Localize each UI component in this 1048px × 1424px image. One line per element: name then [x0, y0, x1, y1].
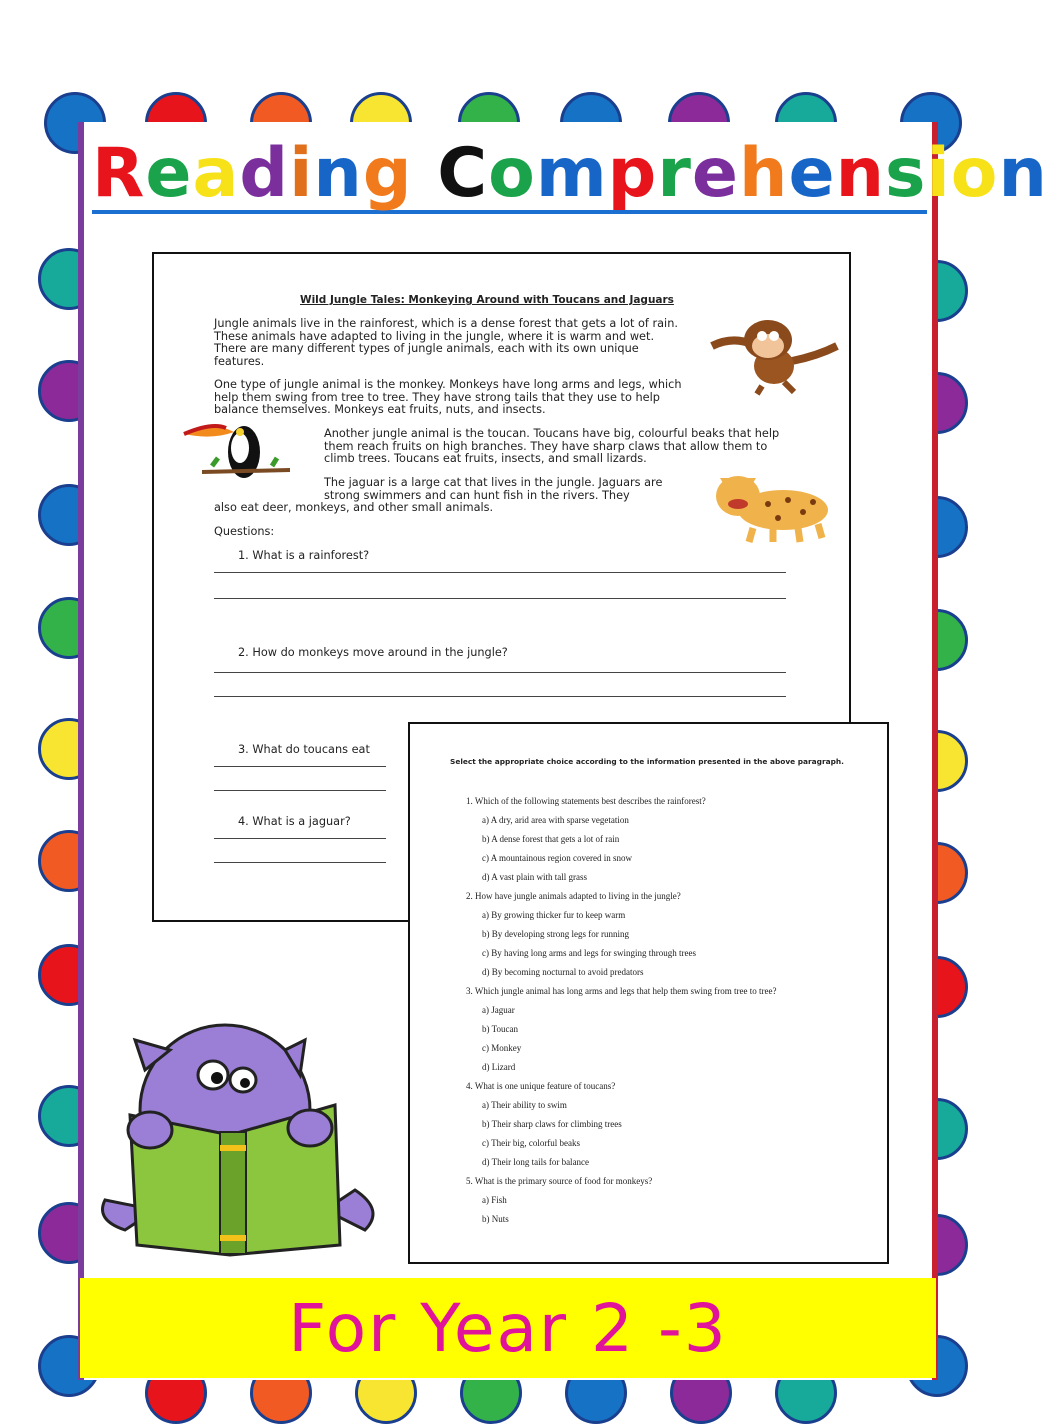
paragraph-1: Jungle animals live in the rainforest, which is a dense forest that gets a lot of rain. These animals have adapted to living in the jungle, where it is warm and wet. There are many different types of jungle animals, each with its own unique features. — [214, 317, 678, 368]
title-letter: h — [739, 134, 789, 213]
mc-option: a) A dry, arid area with sparse vegetation — [482, 815, 629, 825]
mc-option: d) By becoming nocturnal to avoid predators — [482, 967, 644, 977]
mc-question: 4. What is one unique feature of toucans? — [466, 1081, 616, 1091]
mc-option: a) Fish — [482, 1195, 507, 1205]
paragraph-4-end: also eat deer, monkeys, and other small animals. — [214, 501, 494, 514]
title-letter: e — [145, 134, 193, 213]
mc-option: c) A mountainous region covered in snow — [482, 853, 632, 863]
question-3: 3. What do toucans eat — [238, 743, 370, 756]
title-letter: i — [926, 134, 951, 213]
title-letter: a — [192, 134, 240, 213]
title-letter — [413, 138, 438, 210]
mc-option: d) Lizard — [482, 1062, 516, 1072]
paragraph-2: One type of jungle animal is the monkey. Monkeys have long arms and legs, which help them swing from tree to tree. They have strong tails that they use to help balance themselves. Monkeys eat fruits, nuts, and insects. — [214, 378, 682, 417]
mc-question: 2. How have jungle animals adapted to living in the jungle? — [466, 891, 681, 901]
title-letter: d — [239, 134, 290, 213]
question-4: 4. What is a jaguar? — [238, 815, 351, 828]
mc-option: b) By developing strong legs for running — [482, 929, 629, 939]
mc-option: b) A dense forest that gets a lot of rain — [482, 834, 620, 844]
instruction: Select the appropriate choice according to the information presented in the above paragraph. — [450, 757, 844, 766]
question-2: 2. How do monkeys move around in the jungle? — [238, 646, 508, 659]
title-letter: e — [788, 134, 836, 213]
mc-question: 5. What is the primary source of food for monkeys? — [466, 1176, 653, 1186]
title-letter: C — [437, 134, 489, 213]
page-title — [92, 134, 1048, 214]
mc-option: b) Nuts — [482, 1214, 509, 1224]
paragraph-4: The jaguar is a large cat that lives in the jungle. Jaguars are strong swimmers and can hunt fish in the rivers. They — [324, 476, 663, 502]
mc-option: d) Their long tails for balance — [482, 1157, 590, 1167]
monkey-image — [702, 316, 847, 396]
title-letter: s — [885, 134, 927, 213]
jaguar-image — [698, 468, 838, 544]
title-letter: m — [535, 134, 608, 213]
mc-option: a) Jaguar — [482, 1005, 515, 1015]
questions-label: Questions: — [214, 525, 275, 538]
title-letter: p — [607, 134, 658, 213]
mc-option: c) Monkey — [482, 1043, 522, 1053]
question-1: 1. What is a rainforest? — [238, 549, 370, 562]
title-letter: e — [691, 134, 740, 213]
mc-option: a) Their ability to swim — [482, 1100, 567, 1110]
toucan-image — [182, 418, 292, 496]
title-letter: n — [998, 134, 1048, 213]
title-letter: n — [313, 134, 363, 213]
title-letter: o — [950, 134, 999, 213]
mc-question: 1. Which of the following statements best describes the rainforest? — [466, 796, 706, 806]
worksheet-multiple-choice-page — [408, 722, 889, 1264]
mc-option: d) A vast plain with tall grass — [482, 872, 587, 882]
title-letter: i — [289, 134, 314, 213]
mc-option: b) Their sharp claws for climbing trees — [482, 1119, 622, 1129]
grade-level-text: For Year 2 -3 — [288, 1289, 728, 1367]
mc-option: c) Their big, colorful beaks — [482, 1138, 581, 1148]
title-letter: R — [92, 134, 146, 213]
mc-option: b) Toucan — [482, 1024, 518, 1034]
mc-question: 3. Which jungle animal has long arms and legs that help them swing from tree to tree? — [466, 986, 777, 996]
mc-option: c) By having long arms and legs for swinging through trees — [482, 948, 696, 958]
title-letter: n — [835, 134, 885, 213]
paragraph-3: Another jungle animal is the toucan. Toucans have big, colourful beaks that help them reach fruits on high branches. They have sharp claws that allow them to climb trees. Toucans eat fruits, insects, and small lizards. — [324, 427, 780, 466]
title-letter: g — [362, 134, 413, 213]
story-heading: Wild Jungle Tales: Monkeying Around with Toucans and Jaguars — [300, 294, 674, 306]
purple-monster-reading-image — [95, 1020, 385, 1260]
grade-level-banner — [80, 1278, 936, 1378]
mc-option: a) By growing thicker fur to keep warm — [482, 910, 626, 920]
title-letter: r — [657, 134, 692, 213]
title-letter: o — [488, 134, 536, 213]
